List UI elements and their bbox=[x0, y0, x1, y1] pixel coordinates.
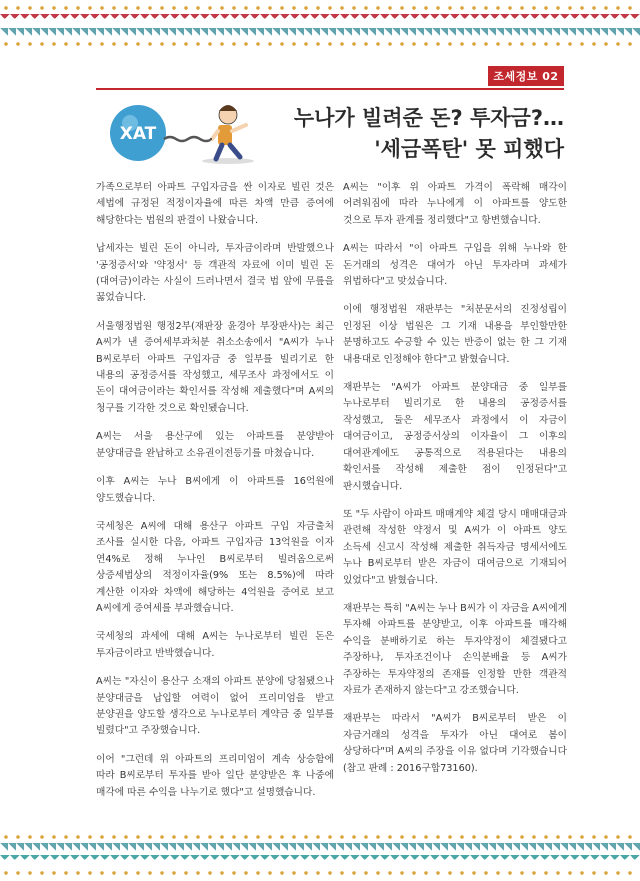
top-border-triangles bbox=[0, 28, 640, 36]
ball-and-chain-icon bbox=[110, 105, 212, 161]
bottom-border-zigzag bbox=[0, 855, 640, 865]
paragraph: A씨는 서울 용산구에 있는 아파트를 분양받아 분양대금을 완납하고 소유권이전등기를 마쳤습니다. bbox=[96, 431, 334, 459]
paragraph: 재판부는 "A씨가 아파트 분양대금 중 일부를 누나로부터 빌리기로 한 내용의 공정증서를 작성했고, 둘은 세무조사 과정에서 이 자금이 대여금이고, 공정증서상의 이자율이 그 이후의 대여관계에도 공통적으로 적용된다는 내용의 확인서를 작성해 제출한 점이 인정된다"고 판시했습니다. bbox=[343, 382, 567, 492]
article-left-column bbox=[96, 180, 334, 813]
headline-line-2: '세금폭탄' 못 피했다 bbox=[374, 137, 564, 161]
paragraph: 납세자는 빌린 돈이 아니라, 투자금이라며 반발했으나 '공정증서'와 '약정서' 등 객관적 자료에 이미 빌린 돈(대여금)이라는 사실이 드러나면서 결국 법 앞에 무릎을 꿇었습니다. bbox=[96, 243, 334, 304]
bottom-border-dots-2 bbox=[0, 869, 640, 877]
ball-label: XAT bbox=[119, 124, 157, 144]
paragraph: 서울행정법원 행정2부(재판장 윤경아 부장판사)는 최근 A씨가 낸 증여세부과처분 취소소송에서 "A씨가 누나 B씨로부터 아파트 구입자금 중 일부를 빌리기로 한 내용의 공정증서를 작성했고, 세무조사 과정에서도 이 돈이 대여금이라는 확인서를 작성해 제출했다"며 A씨의 청구를 기각한 것으로 확인됐습니다. bbox=[96, 320, 334, 414]
section-badge: 조세정보 02 bbox=[488, 66, 564, 86]
paragraph: A씨는 "자신이 용산구 소재의 아파트 분양에 당첨됐으나 분양대금을 납입할 여력이 없어 프리미엄을 받고 분양권을 양도할 생각으로 누나로부터 계약금 중 일부를 빌렸다"고 주장했습니다. bbox=[96, 676, 334, 737]
top-border-dots-2 bbox=[0, 40, 640, 48]
paragraph: 국세청은 A씨에 대해 용산구 아파트 구입 자금출처 조사를 실시한 다음, 아파트 구입자금 13억원을 이자 연4%로 정해 누나인 B씨로부터 빌려옴으로써 상증세법상의 적정이자율(9% 또는 8.5%)에 따라 계산한 이자와 차액에 해당하는 4억원을 증여로 보고 A씨에게 증여세를 부과했습니다. bbox=[96, 520, 334, 614]
paragraph: 이에 행정법원 재판부는 "처분문서의 진정성립이 인정된 이상 법원은 그 기재 내용을 부인할만한 분명하고도 수긍할 수 있는 반증이 없는 한 그 기재 내용대로 인정해야 한다"고 밝혔습니다. bbox=[343, 304, 567, 365]
paragraph: A씨는 "이후 위 아파트 가격이 폭락해 매각이 어려워짐에 따라 누나에게 이 아파트를 양도한 것으로 투자 관계를 정리했다"고 항변했습니다. bbox=[343, 182, 567, 226]
paragraph: 국세청의 과세에 대해 A씨는 누나로부터 빌린 돈은 투자금이라고 반박했습니다. bbox=[96, 631, 334, 659]
paragraph: 가족으로부터 아파트 구입자금을 싼 이자로 빌린 것은 세법에 규정된 적정이자율에 따른 차액 만큼 증여에 해당한다는 법원의 판결이 나왔습니다. bbox=[96, 182, 334, 226]
paragraph: 이어 "그런데 위 아파트의 프리미엄이 계속 상승함에 따라 B씨로부터 투자를 받아 일단 분양받은 후 나중에 매각에 따른 수익을 나누기로 했다"고 설명했습니다. bbox=[96, 753, 334, 798]
paragraph: 재판부는 따라서 "A씨가 B씨로부터 받은 이 자금거래의 성격을 투자가 아닌 대여로 봄이 상당하다"며 A씨의 주장을 이유 없다며 기각했습니다(참고 판례 : 2016구합73160). bbox=[343, 713, 567, 774]
top-border-zigzag bbox=[0, 14, 640, 24]
person-icon bbox=[202, 105, 254, 164]
paragraph: 이후 A씨는 누나 B씨에게 이 아파트를 16억원에 양도했습니다. bbox=[96, 476, 334, 504]
paragraph: A씨는 따라서 "이 아파트 구입을 위해 누나와 한 돈거래의 성격은 대여가 아닌 투자라며 과세가 위법하다"고 맞섰습니다. bbox=[343, 243, 567, 288]
article-right-column bbox=[343, 180, 567, 789]
paragraph: 재판부는 특히 "A씨는 누나 B씨가 이 자금을 A씨에게 투자해 아파트를 분양받고, 이후 아파트를 매각해 수익을 분배하기로 하는 투자약정이 체결됐다고 주장하나, 투자조건이나 손익분배율 등 A씨가 주장하는 투자약정의 존재를 인정할 만한 객관적 자료가 존재하지 않는다"고 강조했습니다. bbox=[343, 602, 567, 696]
paragraph: 또 "두 사람이 아파트 매매계약 체결 당시 매매대금과 관련해 작성한 약정서 및 A씨가 이 아파트 양도 소득세 신고시 작성해 제출한 취득자금 명세서에도 누나 B씨로부터 받은 자금이 대여금으로 기재되어 있었다"고 밝혔습니다. bbox=[343, 508, 567, 586]
top-border-dots bbox=[0, 4, 640, 12]
headline-line-1: 누나가 빌려준 돈? 투자금?… bbox=[293, 106, 564, 130]
tax-burden-illustration bbox=[100, 95, 260, 170]
bottom-border-triangles bbox=[0, 843, 640, 851]
bottom-border-dots bbox=[0, 833, 640, 841]
section-divider bbox=[96, 88, 564, 90]
